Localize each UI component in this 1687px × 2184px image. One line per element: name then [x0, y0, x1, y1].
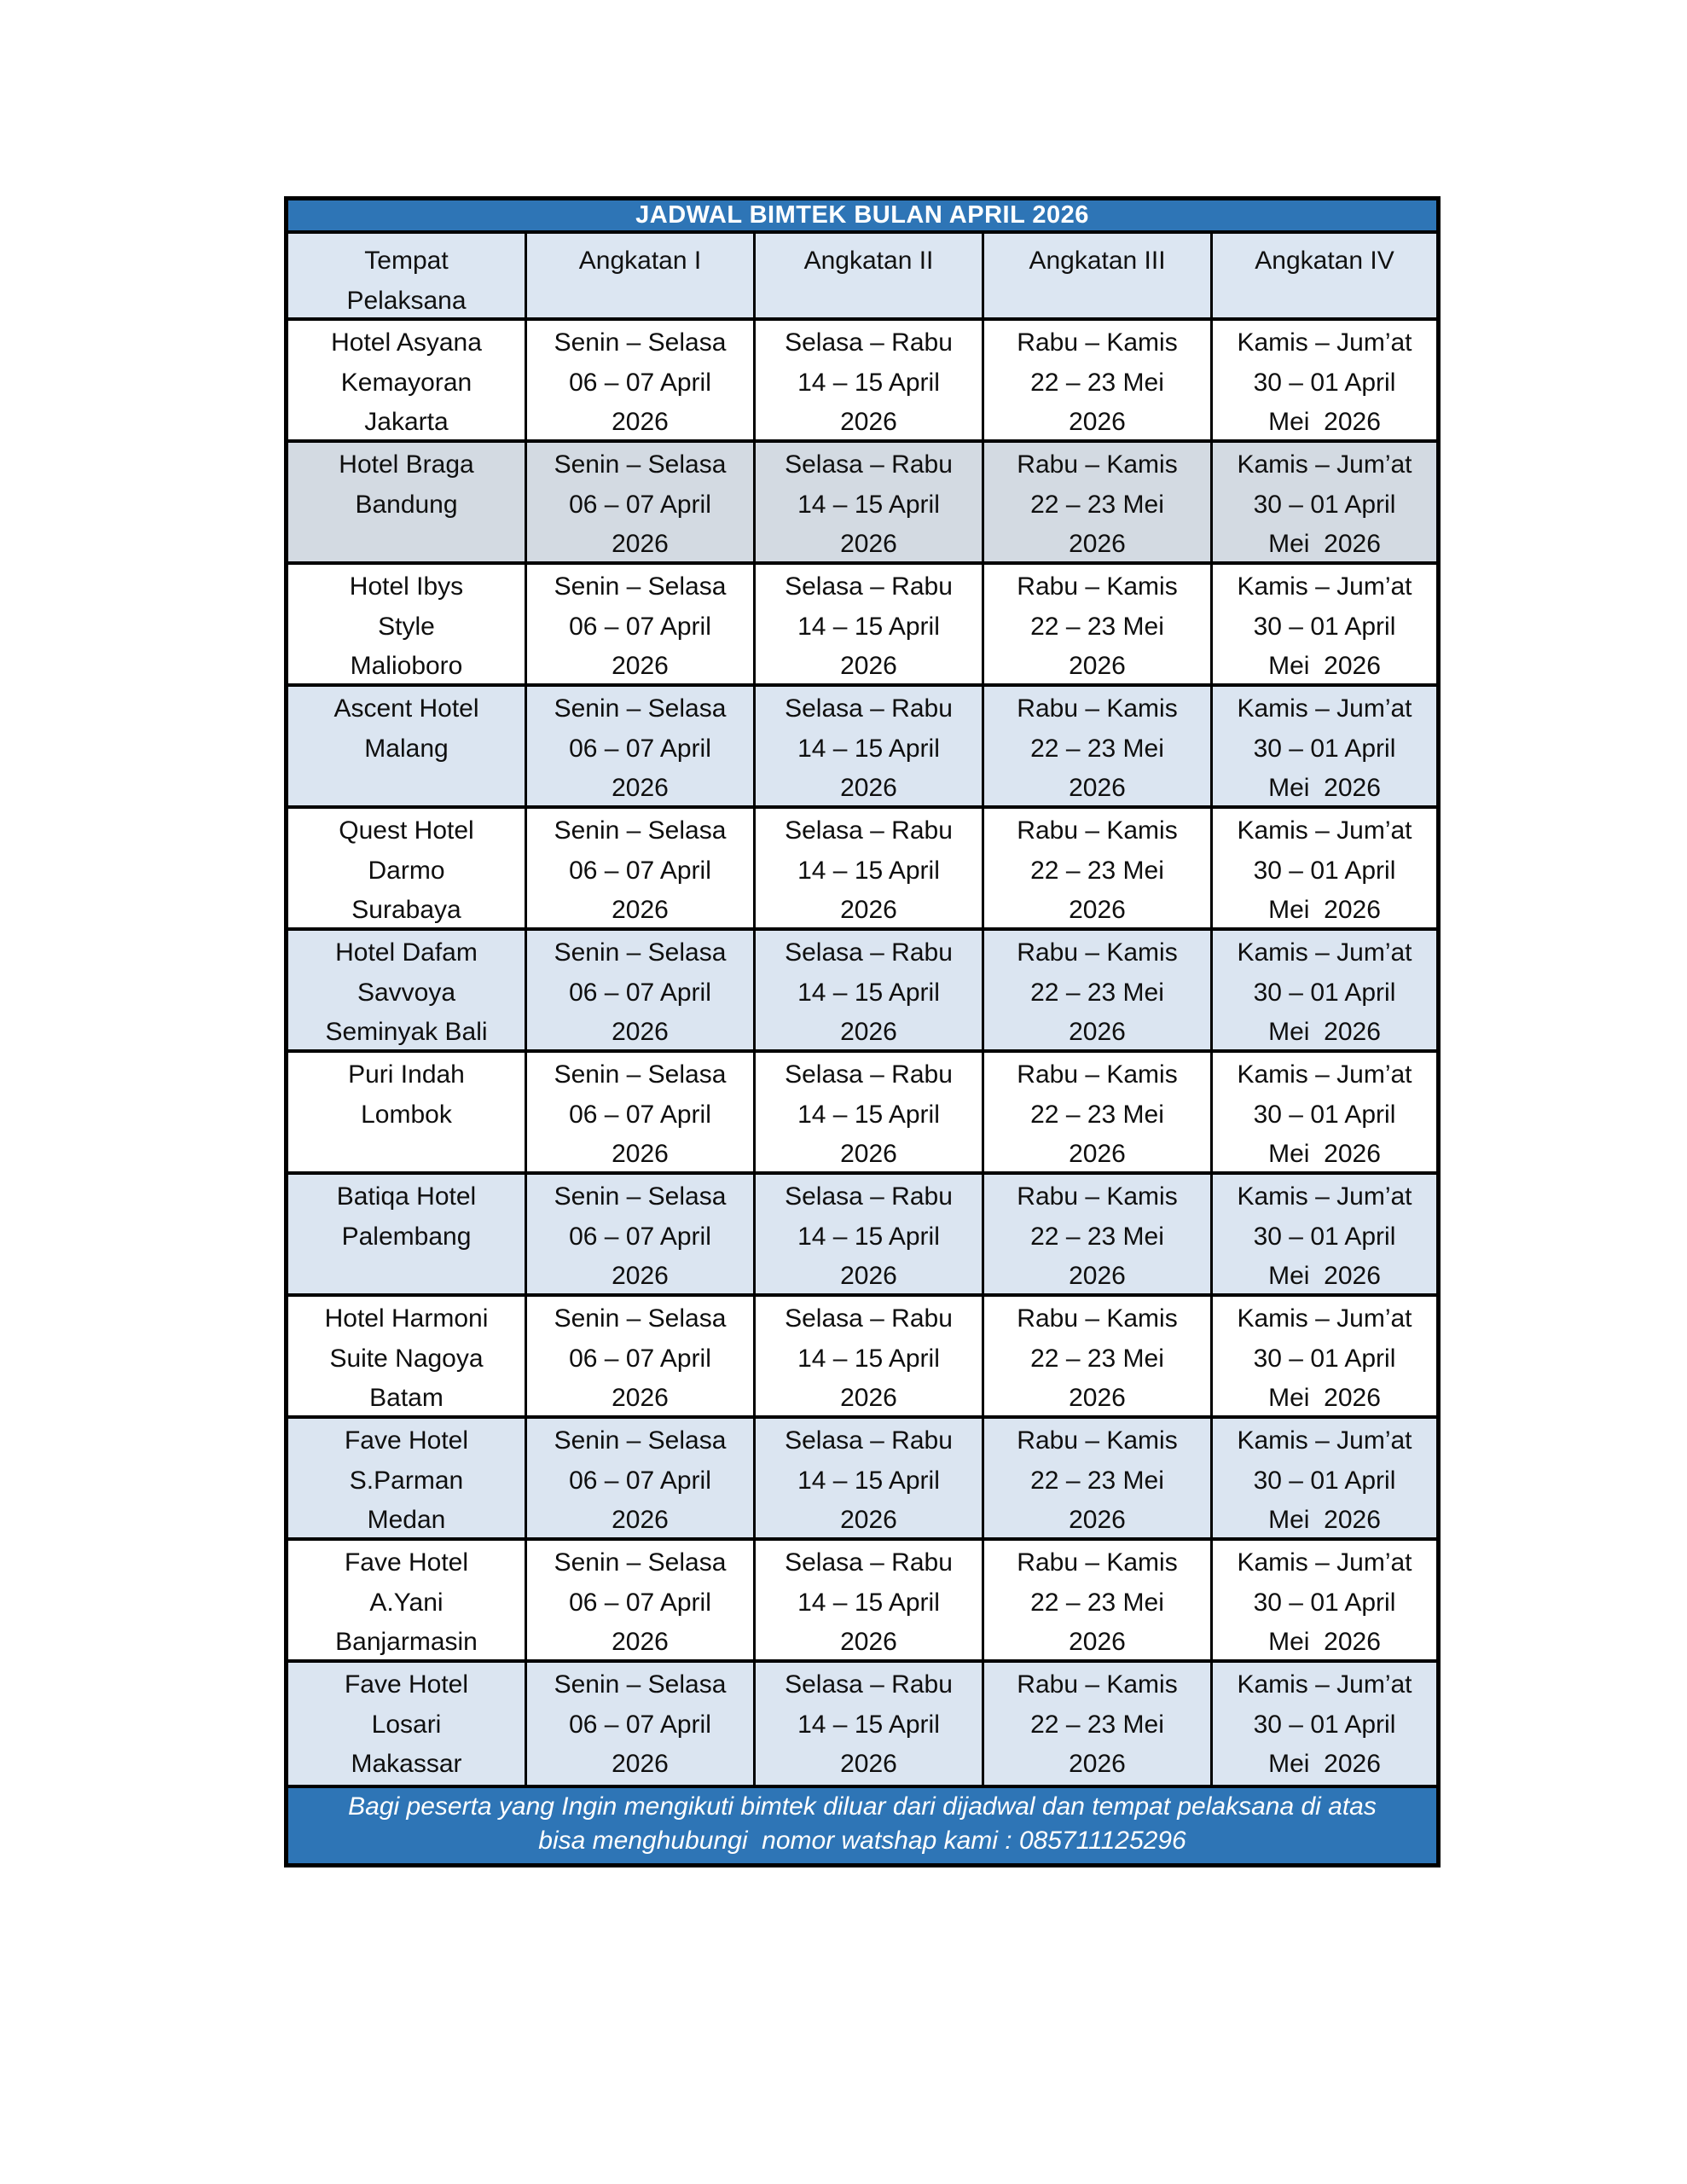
schedule-cell: Rabu – Kamis 22 – 23 Mei 2026 [982, 809, 1210, 927]
schedule-cell: Kamis – Jum’at 30 – 01 April Mei 2026 [1210, 1297, 1436, 1415]
hotel-cell: Fave Hotel A.Yani Banjarmasin [335, 1548, 478, 1656]
schedule-cell: Senin – Selasa 06 – 07 April 2026 [525, 1175, 753, 1293]
hotel-cell: Puri Indah Lombok [348, 1060, 465, 1129]
schedule-cell: Rabu – Kamis 22 – 23 Mei 2026 [982, 565, 1210, 683]
footer-note: Bagi peserta yang Ingin mengikuti bimtek diluar dari dijadwal dan tempat pelaksana di atas bisa menghubungi nomor watshap kami : 085711125296 [288, 1785, 1436, 1863]
schedule-cell: Selasa – Rabu 14 – 15 April 2026 [753, 1663, 982, 1785]
column-header-2: Angkatan II [753, 234, 982, 317]
hotel-cell: Hotel Braga Bandung [339, 450, 474, 519]
schedule-cell: Selasa – Rabu 14 – 15 April 2026 [753, 931, 982, 1049]
schedule-cell: Senin – Selasa 06 – 07 April 2026 [525, 321, 753, 439]
schedule-cell: Rabu – Kamis 22 – 23 Mei 2026 [982, 1541, 1210, 1659]
hotel-cell: Quest Hotel Darmo Surabaya [339, 816, 474, 924]
hotel-cell: Batiqa Hotel Palembang [336, 1182, 477, 1251]
schedule-cell: Rabu – Kamis 22 – 23 Mei 2026 [982, 321, 1210, 439]
schedule-cell: Selasa – Rabu 14 – 15 April 2026 [753, 565, 982, 683]
schedule-cell: Kamis – Jum’at 30 – 01 April Mei 2026 [1210, 565, 1436, 683]
header-row [288, 234, 1436, 321]
schedule-cell: Kamis – Jum’at 30 – 01 April Mei 2026 [1210, 1175, 1436, 1293]
table-row [288, 1419, 1436, 1541]
schedule-cell: Kamis – Jum’at 30 – 01 April Mei 2026 [1210, 931, 1436, 1049]
table-row [288, 443, 1436, 565]
schedule-cell: Senin – Selasa 06 – 07 April 2026 [525, 1419, 753, 1537]
bimtek-schedule-table [284, 196, 1441, 1867]
hotel-cell: Hotel Harmoni Suite Nagoya Batam [324, 1304, 489, 1412]
schedule-cell: Rabu – Kamis 22 – 23 Mei 2026 [982, 687, 1210, 805]
table-row [288, 321, 1436, 443]
schedule-cell: Senin – Selasa 06 – 07 April 2026 [525, 809, 753, 927]
table-row [288, 1663, 1436, 1785]
table-body [288, 321, 1436, 1785]
hotel-cell: Hotel Ibys Style Malioboro [349, 572, 464, 680]
schedule-cell: Selasa – Rabu 14 – 15 April 2026 [753, 1053, 982, 1171]
table-title: JADWAL BIMTEK BULAN APRIL 2026 [288, 200, 1436, 234]
table-row [288, 565, 1436, 687]
schedule-cell: Kamis – Jum’at 30 – 01 April Mei 2026 [1210, 443, 1436, 561]
schedule-cell: Kamis – Jum’at 30 – 01 April Mei 2026 [1210, 1419, 1436, 1537]
table-row [288, 931, 1436, 1053]
schedule-cell: Selasa – Rabu 14 – 15 April 2026 [753, 809, 982, 927]
schedule-cell: Selasa – Rabu 14 – 15 April 2026 [753, 1541, 982, 1659]
schedule-cell: Selasa – Rabu 14 – 15 April 2026 [753, 321, 982, 439]
hotel-cell: Hotel Asyana Kemayoran Jakarta [331, 328, 482, 436]
schedule-cell: Senin – Selasa 06 – 07 April 2026 [525, 687, 753, 805]
table-row [288, 1175, 1436, 1297]
schedule-cell: Selasa – Rabu 14 – 15 April 2026 [753, 1175, 982, 1293]
column-header-3: Angkatan III [982, 234, 1210, 317]
schedule-cell: Rabu – Kamis 22 – 23 Mei 2026 [982, 1663, 1210, 1785]
column-header-0: Tempat Pelaksana [346, 247, 467, 315]
column-header-1: Angkatan I [525, 234, 753, 317]
schedule-cell: Kamis – Jum’at 30 – 01 April Mei 2026 [1210, 1663, 1436, 1785]
table-row [288, 687, 1436, 809]
schedule-cell: Selasa – Rabu 14 – 15 April 2026 [753, 1419, 982, 1537]
table-row [288, 809, 1436, 931]
table-row [288, 1297, 1436, 1419]
schedule-cell: Kamis – Jum’at 30 – 01 April Mei 2026 [1210, 687, 1436, 805]
schedule-cell: Rabu – Kamis 22 – 23 Mei 2026 [982, 1053, 1210, 1171]
schedule-cell: Senin – Selasa 06 – 07 April 2026 [525, 931, 753, 1049]
table-row [288, 1541, 1436, 1663]
hotel-cell: Hotel Dafam Savvoya Seminyak Bali [325, 938, 488, 1046]
schedule-cell: Senin – Selasa 06 – 07 April 2026 [525, 1541, 753, 1659]
table-row [288, 1053, 1436, 1175]
schedule-cell: Selasa – Rabu 14 – 15 April 2026 [753, 687, 982, 805]
schedule-cell: Kamis – Jum’at 30 – 01 April Mei 2026 [1210, 1053, 1436, 1171]
schedule-cell: Kamis – Jum’at 30 – 01 April Mei 2026 [1210, 321, 1436, 439]
column-header-4: Angkatan IV [1210, 234, 1436, 317]
hotel-cell: Ascent Hotel Malang [333, 694, 479, 763]
schedule-cell: Rabu – Kamis 22 – 23 Mei 2026 [982, 1297, 1210, 1415]
schedule-cell: Senin – Selasa 06 – 07 April 2026 [525, 1053, 753, 1171]
hotel-cell: Fave Hotel Losari Makassar [344, 1670, 469, 1778]
schedule-cell: Rabu – Kamis 22 – 23 Mei 2026 [982, 443, 1210, 561]
schedule-cell: Kamis – Jum’at 30 – 01 April Mei 2026 [1210, 809, 1436, 927]
schedule-cell: Senin – Selasa 06 – 07 April 2026 [525, 443, 753, 561]
schedule-cell: Rabu – Kamis 22 – 23 Mei 2026 [982, 1175, 1210, 1293]
schedule-cell: Senin – Selasa 06 – 07 April 2026 [525, 565, 753, 683]
schedule-cell: Rabu – Kamis 22 – 23 Mei 2026 [982, 1419, 1210, 1537]
schedule-cell: Rabu – Kamis 22 – 23 Mei 2026 [982, 931, 1210, 1049]
schedule-cell: Senin – Selasa 06 – 07 April 2026 [525, 1297, 753, 1415]
schedule-cell: Selasa – Rabu 14 – 15 April 2026 [753, 1297, 982, 1415]
hotel-cell: Fave Hotel S.Parman Medan [344, 1426, 469, 1534]
schedule-cell: Senin – Selasa 06 – 07 April 2026 [525, 1663, 753, 1785]
schedule-cell: Kamis – Jum’at 30 – 01 April Mei 2026 [1210, 1541, 1436, 1659]
schedule-cell: Selasa – Rabu 14 – 15 April 2026 [753, 443, 982, 561]
